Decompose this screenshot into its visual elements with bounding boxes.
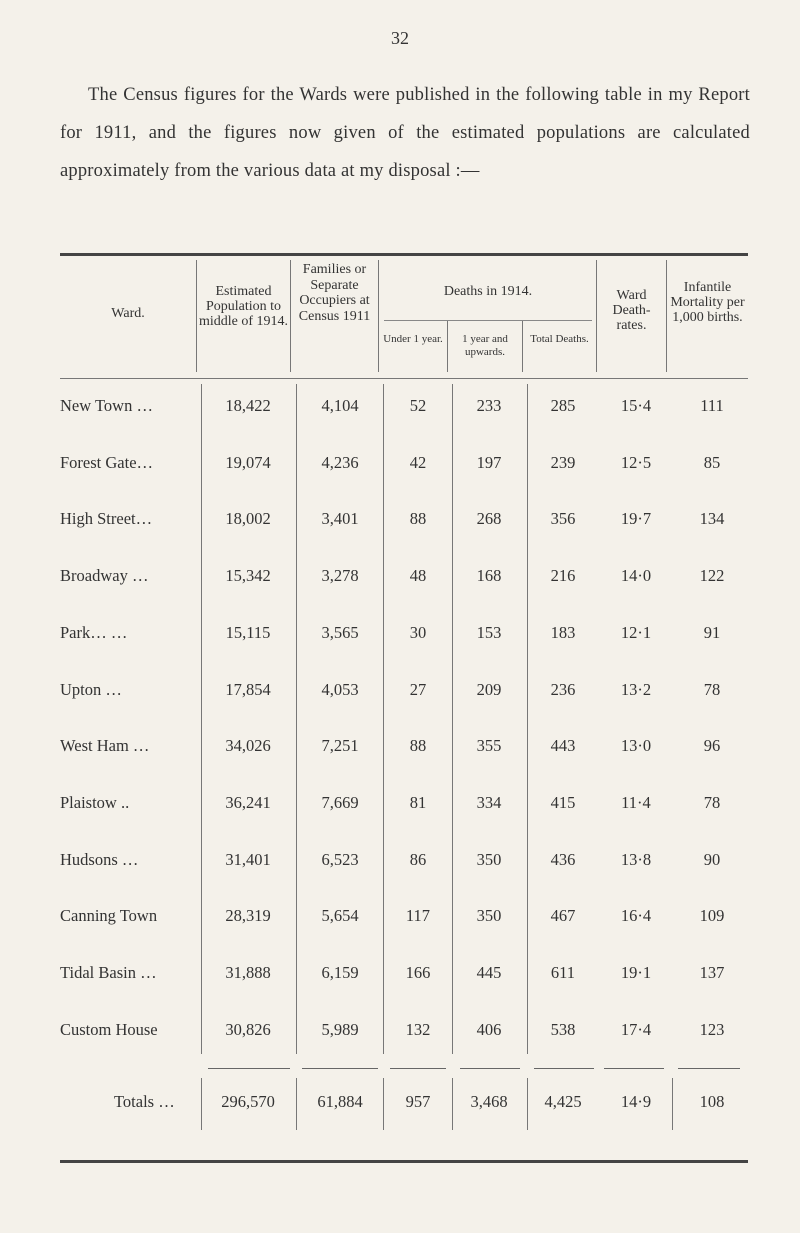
death-rate: 19·1	[620, 963, 652, 982]
deaths-under-1: 88	[409, 509, 427, 529]
deaths-under-1: 27	[409, 679, 427, 699]
families: 6,523	[321, 849, 359, 869]
infantile-mortality: 109	[699, 906, 725, 926]
population: 31,401	[225, 849, 271, 869]
totals-families: 61,884	[317, 1092, 363, 1111]
families: 4,104	[321, 396, 359, 415]
table-row	[60, 793, 748, 833]
population: 30,826	[225, 1019, 271, 1039]
deaths-upwards: 445	[476, 963, 502, 982]
deaths-upwards: 197	[476, 452, 502, 472]
sum-line	[390, 1068, 446, 1069]
population: 34,026	[225, 736, 271, 756]
total-deaths: 436	[550, 849, 576, 869]
families: 4,236	[321, 452, 359, 472]
header-infantile-mortality: Infantile Mortality per 1,000 births.	[670, 280, 745, 325]
header-1-year-upwards: 1 year and upwards.	[462, 333, 508, 358]
infantile-mortality: 96	[703, 736, 721, 756]
total-deaths: 611	[550, 963, 576, 982]
ward-name: Custom House	[60, 1019, 158, 1039]
deaths-under-1: 48	[409, 566, 427, 586]
totals-total-deaths: 4,425	[544, 1092, 582, 1111]
families: 4,053	[321, 679, 359, 699]
totals-label: Totals …	[114, 1092, 175, 1111]
totals-infantile: 108	[699, 1092, 725, 1111]
infantile-mortality: 111	[700, 396, 724, 415]
infantile-mortality: 78	[703, 792, 721, 812]
families: 3,278	[321, 566, 359, 586]
sum-line	[302, 1068, 378, 1069]
header-estimated-population: Estimated Population to middle of 1914.	[198, 284, 289, 329]
infantile-mortality: 134	[699, 509, 725, 529]
table-row	[60, 1020, 748, 1060]
sum-line	[208, 1068, 290, 1069]
table-bottom-rule	[60, 1160, 748, 1163]
infantile-mortality: 122	[699, 566, 725, 586]
deaths-under-1: 86	[409, 849, 427, 869]
death-rate: 13·0	[620, 736, 652, 756]
total-deaths: 183	[550, 622, 576, 642]
death-rate: 17·4	[620, 1019, 652, 1039]
infantile-mortality: 78	[703, 679, 721, 699]
column-divider	[378, 260, 379, 372]
table-row	[60, 963, 748, 1003]
deaths-under-1: 52	[409, 396, 427, 415]
totals-upwards: 3,468	[470, 1092, 508, 1111]
death-rate: 11·4	[621, 792, 651, 812]
families: 7,669	[321, 792, 359, 812]
infantile-mortality: 90	[703, 849, 721, 869]
families: 5,654	[321, 906, 359, 926]
deaths-subheader-rule	[384, 320, 592, 321]
table-row	[60, 680, 748, 720]
sum-line	[604, 1068, 664, 1069]
table-top-rule	[60, 253, 748, 256]
deaths-under-1: 117	[405, 906, 431, 926]
total-deaths: 285	[550, 396, 576, 415]
total-deaths: 356	[550, 509, 576, 529]
population: 31,888	[225, 963, 271, 982]
ward-name: Park… …	[60, 622, 128, 642]
sum-line	[678, 1068, 740, 1069]
infantile-mortality: 91	[703, 622, 721, 642]
ward-name: Plaistow ..	[60, 792, 130, 812]
ward-name: New Town …	[60, 396, 153, 415]
table-row	[60, 736, 748, 776]
death-rate: 13·8	[620, 849, 652, 869]
deaths-upwards: 209	[476, 679, 502, 699]
deaths-upwards: 406	[476, 1019, 502, 1039]
population: 28,319	[225, 906, 271, 926]
deaths-upwards: 334	[476, 792, 502, 812]
ward-name: Forest Gate…	[60, 452, 154, 472]
population: 17,854	[225, 679, 271, 699]
population: 15,115	[225, 622, 271, 642]
table-header-rule	[60, 378, 748, 379]
population: 19,074	[225, 452, 271, 472]
death-rate: 12·1	[620, 622, 652, 642]
header-ward: Ward.	[111, 306, 145, 321]
families: 3,565	[321, 622, 359, 642]
ward-name: Broadway …	[60, 566, 149, 586]
deaths-upwards: 350	[476, 849, 502, 869]
ward-name: Tidal Basin …	[60, 963, 157, 982]
total-deaths: 443	[550, 736, 576, 756]
ward-name: High Street…	[60, 509, 153, 529]
table-row	[60, 906, 748, 946]
deaths-upwards: 168	[476, 566, 502, 586]
table-row	[60, 850, 748, 890]
totals-population: 296,570	[221, 1092, 275, 1111]
deaths-under-1: 132	[405, 1019, 431, 1039]
total-deaths: 538	[550, 1019, 576, 1039]
totals-under-1: 957	[405, 1092, 431, 1111]
death-rate: 13·2	[620, 679, 652, 699]
totals-death-rate: 14·9	[620, 1092, 652, 1111]
totals-row	[60, 1092, 748, 1132]
table-row	[60, 623, 748, 663]
total-deaths: 236	[550, 679, 576, 699]
header-ward-death-rates: Ward Death- rates.	[612, 288, 651, 333]
infantile-mortality: 123	[699, 1019, 725, 1039]
total-deaths: 239	[550, 452, 576, 472]
deaths-upwards: 355	[476, 736, 502, 756]
sum-line	[534, 1068, 594, 1069]
header-deaths-group: Deaths in 1914.	[443, 284, 533, 299]
ward-name: Hudsons …	[60, 849, 139, 869]
deaths-under-1: 42	[409, 452, 427, 472]
infantile-mortality: 85	[703, 452, 721, 472]
deaths-under-1: 88	[409, 736, 427, 756]
population: 18,422	[225, 396, 271, 415]
deaths-upwards: 350	[476, 906, 502, 926]
column-divider	[522, 320, 523, 372]
families: 7,251	[321, 736, 359, 756]
population: 15,342	[225, 566, 271, 586]
deaths-upwards: 233	[476, 396, 502, 415]
total-deaths: 216	[550, 566, 576, 586]
table-row	[60, 396, 748, 436]
death-rate: 16·4	[620, 906, 652, 926]
table-row	[60, 566, 748, 606]
header-total-deaths: Total Deaths.	[530, 333, 589, 345]
ward-name: Canning Town	[60, 906, 158, 926]
ward-name: Upton …	[60, 679, 122, 699]
intro-text: The Census figures for the Wards were published in the following table in my Report for 1911, and the figures now given of the estimated populations are calculated approximately from the various data at my disposal :—	[60, 85, 750, 181]
total-deaths: 467	[550, 906, 576, 926]
deaths-upwards: 153	[476, 622, 502, 642]
deaths-under-1: 30	[409, 622, 427, 642]
ward-name: West Ham …	[60, 736, 150, 756]
families: 5,989	[321, 1019, 359, 1039]
header-families: Families or Separate Occupiers at Census 1911	[298, 262, 371, 324]
death-rate: 15·4	[620, 396, 652, 415]
death-rate: 14·0	[620, 566, 652, 586]
sum-line	[460, 1068, 520, 1069]
death-rate: 19·7	[620, 509, 652, 529]
table-row	[60, 453, 748, 493]
population: 18,002	[225, 509, 271, 529]
population: 36,241	[225, 792, 271, 812]
intro-paragraph	[60, 76, 750, 190]
total-deaths: 415	[550, 792, 576, 812]
header-under-1-year: Under 1 year.	[383, 333, 443, 345]
deaths-under-1: 166	[405, 963, 431, 982]
page-number: 32	[391, 28, 409, 48]
families: 3,401	[321, 509, 359, 529]
death-rate: 12·5	[620, 452, 652, 472]
families: 6,159	[321, 963, 359, 982]
deaths-under-1: 81	[409, 792, 427, 812]
infantile-mortality: 137	[699, 963, 725, 982]
deaths-upwards: 268	[476, 509, 502, 529]
table-row	[60, 509, 748, 549]
